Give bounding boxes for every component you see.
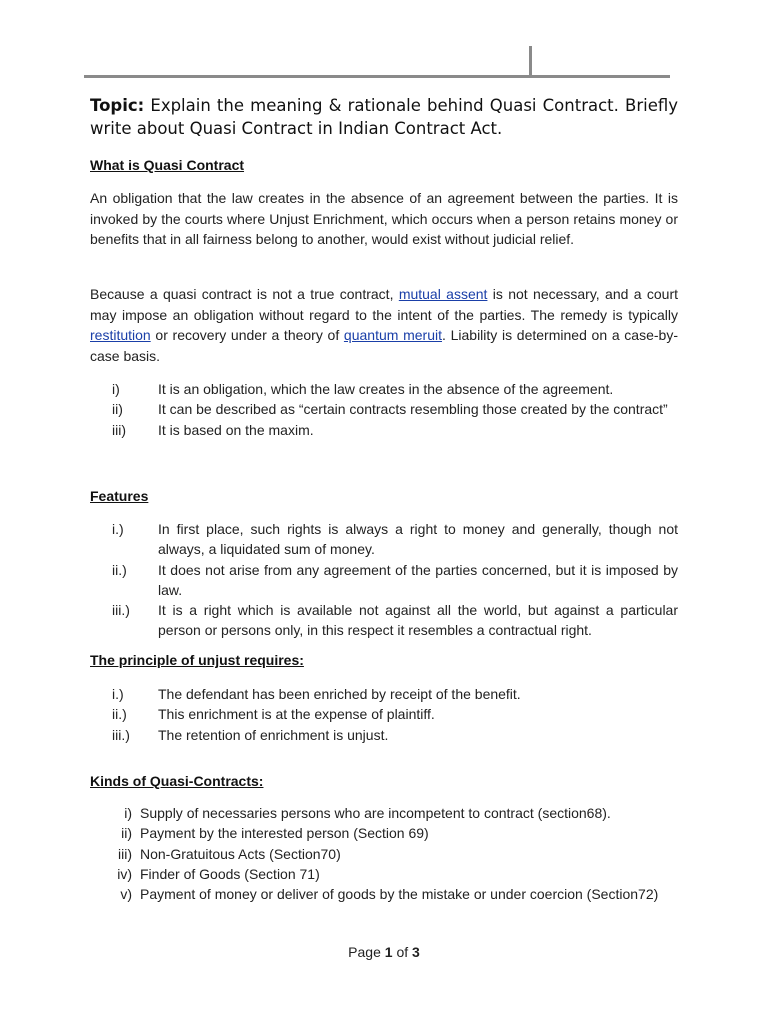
list-item-text: It is based on the maxim. xyxy=(158,421,314,438)
list-item-text: It does not arise from any agreement of the parties concerned, but it is imposed by law. xyxy=(158,561,678,598)
list-item xyxy=(90,420,678,440)
list-item xyxy=(90,560,678,601)
list-item xyxy=(90,704,678,724)
list-item-text: Supply of necessaries persons who are incompetent to contract (section68). xyxy=(140,805,611,821)
header-rule xyxy=(84,75,670,78)
list-item-number: iii) xyxy=(118,845,132,862)
para2-text-2: is not necessary, and a court may impose an obligation without regard to the intent of the parties. The remedy is typically xyxy=(90,286,678,323)
topic-heading xyxy=(90,94,678,140)
list-item xyxy=(90,803,678,823)
list-item-number: ii) xyxy=(121,825,132,842)
topic-label: Topic: xyxy=(90,96,145,115)
list-item-text: The defendant has been enriched by receipt of the benefit. xyxy=(158,686,521,702)
list-item-text: It can be described as “certain contracts resembling those created by the contract” xyxy=(158,401,668,418)
page-prefix: Page xyxy=(348,944,385,960)
list-item-text: Payment of money or deliver of goods by the mistake or under coercion (Section72) xyxy=(140,886,659,903)
list-item xyxy=(90,684,678,704)
list-item-text: In first place, such rights is always a right to money and generally, though not always, a liquidated sum of money. xyxy=(158,521,678,558)
list-item xyxy=(90,519,678,560)
list-item-number: iv) xyxy=(117,865,132,882)
what-paragraph-2 xyxy=(90,284,678,367)
list-item-number: ii) xyxy=(112,401,123,418)
list-item xyxy=(90,823,678,843)
list-item xyxy=(90,844,678,864)
section-heading-features: Features xyxy=(90,488,149,504)
link-mutual-assent[interactable]: mutual assent xyxy=(398,286,488,302)
page-total: 3 xyxy=(412,944,420,960)
topic-text: Explain the meaning & rationale behind Quasi Contract. Briefly write about Quasi Contract in Indian Contract Act. xyxy=(90,96,679,138)
list-item xyxy=(90,884,678,904)
header-rule-tick xyxy=(529,46,532,77)
section-heading-what: What is Quasi Contract xyxy=(90,157,245,173)
list-item-text: Finder of Goods (Section 71) xyxy=(140,865,320,882)
list-item xyxy=(90,600,678,641)
list-item-number: i) xyxy=(124,805,132,821)
principle-list xyxy=(90,684,678,745)
list-item xyxy=(90,399,678,419)
section-heading-kinds: Kinds of Quasi-Contracts: xyxy=(90,773,264,789)
list-item-number: ii.) xyxy=(112,561,127,578)
list-item xyxy=(90,864,678,884)
link-restitution[interactable]: restitution xyxy=(90,327,151,344)
list-item-text: The retention of enrichment is unjust. xyxy=(158,726,389,743)
what-paragraph-1: An obligation that the law creates in the absence of an agreement between the parties. It is invoked by the courts where Unjust Enrichment, which occurs when a person retains money or benefits that in all fairness belong to another, would exist without judicial relief. xyxy=(90,190,678,248)
para2-text-4: . Liability is determined on a case-by-case basis. xyxy=(90,327,678,365)
list-item-number: i) xyxy=(112,381,120,397)
section-heading-principle: The principle of unjust requires: xyxy=(90,652,304,668)
page-number xyxy=(0,944,768,960)
list-item-number: iii.) xyxy=(112,726,130,743)
para2-text-3: or recovery under a theory of xyxy=(150,327,344,344)
list-item-number: i.) xyxy=(112,521,124,537)
list-item-text: Non-Gratuitous Acts (Section70) xyxy=(140,845,341,862)
link-quantum-meruit[interactable]: quantum meruit xyxy=(343,327,443,344)
what-list xyxy=(90,379,678,440)
list-item-number: v) xyxy=(120,886,132,903)
list-item xyxy=(90,379,678,399)
kinds-list xyxy=(90,803,678,904)
para2-text-1: Because a quasi contract is not a true contract, xyxy=(90,286,399,302)
list-item-text: It is an obligation, which the law creates in the absence of the agreement. xyxy=(158,381,614,397)
list-item-number: ii.) xyxy=(112,706,127,723)
page-of: of xyxy=(392,944,413,960)
page-current: 1 xyxy=(384,944,393,960)
list-item xyxy=(90,725,678,745)
list-item-text: Payment by the interested person (Section 69) xyxy=(140,825,429,842)
list-item-number: iii.) xyxy=(112,602,130,619)
list-item-number: iii) xyxy=(112,421,126,438)
list-item-text: This enrichment is at the expense of plaintiff. xyxy=(158,706,435,723)
features-list xyxy=(90,519,678,641)
list-item-text: It is a right which is available not against all the world, but against a particular person or persons only, in this respect it resembles a contractual right. xyxy=(158,602,678,639)
list-item-number: i.) xyxy=(112,686,124,702)
